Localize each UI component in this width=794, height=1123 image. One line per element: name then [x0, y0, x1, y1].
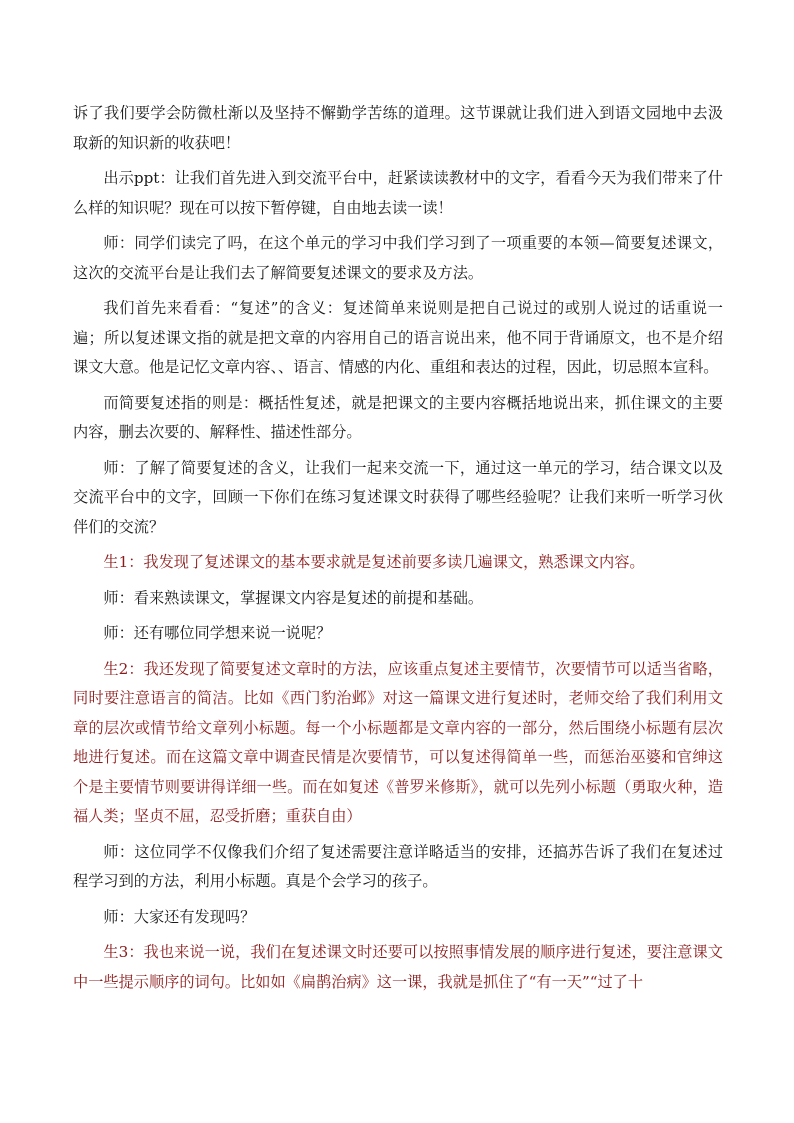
paragraph-teacher-response-2: 师：这位同学不仅像我们介绍了复述需要注意详略适当的安排，还搞苏告诉了我们在复述过程学习到的方法，利用小标题。真是个会学习的孩子。 — [73, 842, 723, 890]
paragraph-retelling-definition: 我们首先来看看：“复述”的含义：复述简单来说则是把自己说过的或别人说过的话重说一遍；所以复述课文指的就是把文章的内容用自己的语言说出来，他不同于背诵原文，也不是介绍课文大意。他是记忆文章内容、、语言、情感的内化、重组和表达的过程，因此，切忌照本宣科。 — [73, 299, 723, 376]
paragraph-teacher-response-1: 师：看来熟读课文，掌握课文内容是复述的前提和基础。 — [103, 588, 484, 607]
paragraph-teacher-prompt-2: 师：大家还有发现吗？ — [103, 907, 256, 926]
paragraph-student-3: 生3：我也来说一说，我们在复述课文时还要可以按照事情发展的顺序进行复述，要注意课文中一些提示顺序的词句。比如如《扁鹊治病》这一课，我就是抓住了“有一天”“过了十 — [73, 943, 723, 991]
paragraph-teacher-unit-summary: 师：同学们读完了吗，在这个单元的学习中我们学习到了一项重要的本领—简要复述课文，这次的交流平台是让我们去了解简要复述课文的要求及方法。 — [73, 234, 723, 282]
paragraph-ppt-instruction: 出示ppt：让我们首先进入到交流平台中，赶紧读读教材中的文字，看看今天为我们带来了什么样的知识呢？现在可以按下暂停键，自由地去读一读！ — [73, 169, 723, 217]
paragraph-brief-retelling-definition: 而简要复述指的则是：概括性复述，就是把课文的主要内容概括地说出来，抓住课文的主要内容，删去次要的、解释性、描述性部分。 — [73, 393, 723, 441]
paragraph-teacher-question: 师：了解了简要复述的含义，让我们一起来交流一下，通过这一单元的学习，结合课文以及交流平台中的文字，回顾一下你们在练习复述课文时获得了哪些经验呢？让我们来听一听学习伙伴们的交流？ — [73, 458, 723, 536]
paragraph-teacher-prompt: 师：还有哪位同学想来说一说呢？ — [103, 624, 332, 642]
paragraph-intro-continuation: 诉了我们要学会防微杜渐以及坚持不懈勤学苦练的道理。这节课就让我们进入到语文园地中去汲取新的知识新的收获吧！ — [73, 104, 723, 152]
document-page — [73, 99, 723, 1003]
paragraph-student-2: 生2：我还发现了简要复述文章时的方法，应该重点复述主要情节，次要情节可以适当省略，同时要注意语言的简洁。比如《西门豹治邺》对这一篇课文进行复述时，老师交给了我们利用文章的层次或情节给文章列小标题。每一个小标题都是文章内容的一部分，然后围绕小标题有层次地进行复述。而在这篇文章中调查民情是次要情节，可以复述得简单一些，而惩治巫婆和官绅这个是主要情节则要讲得详细一些。而在如复述《普罗米修斯》，就可以先列小标题（勇取火种，造福人类；坚贞不屈，忍受折磨；重获自由） — [73, 659, 723, 825]
paragraph-student-1: 生1：我发现了复述课文的基本要求就是复述前要多读几遍课文，熟悉课文内容。 — [103, 553, 645, 571]
